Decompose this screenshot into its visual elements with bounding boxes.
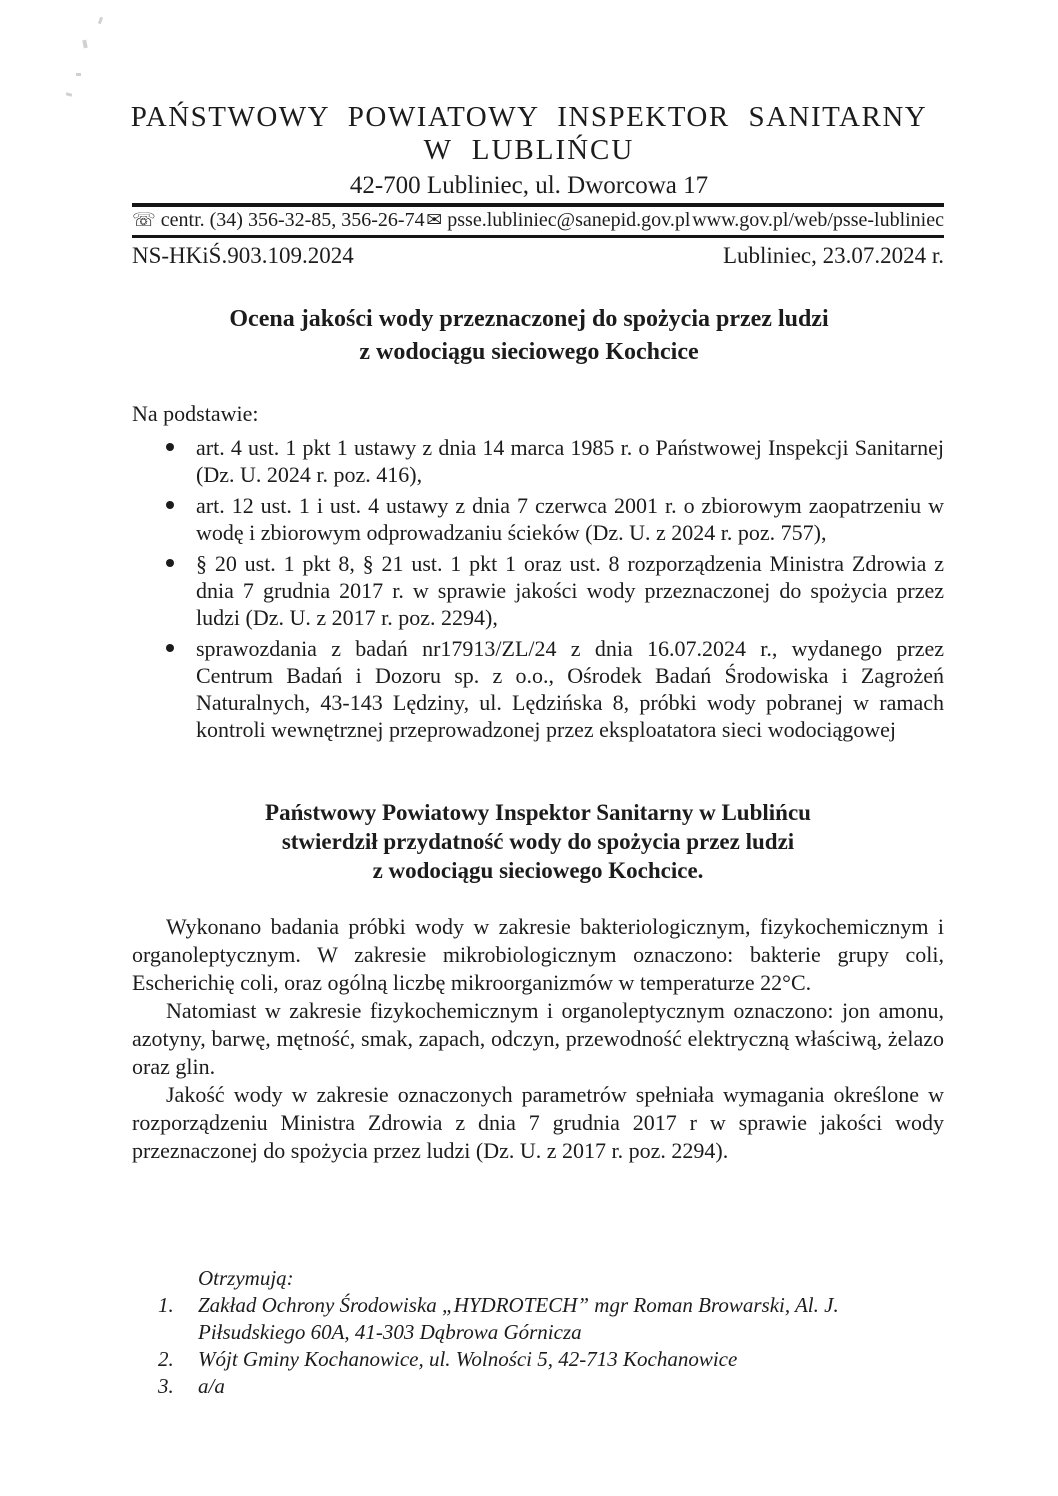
website-group	[692, 209, 944, 231]
email-icon: ✉	[426, 209, 443, 231]
place-and-date: Lubliniec, 23.07.2024 r.	[722, 243, 944, 268]
legal-basis-item: sprawozdania z badań nr17913/ZL/24 z dnia 16.07.2024 r., wydanego przez Centrum Badań i Dozoru sp. z o.o., Ośrodek Badań Środowiska i Zagrożeń Naturalnych, 43-143 Lędziny, ul. Lędzińska 8, próbki wody pobranej w ramach kontroli wewnętrznej przeprowadzonej przez eksploatatora sieci wodociągowej	[132, 635, 944, 743]
distribution-label: Otrzymują:	[198, 1266, 294, 1290]
decision-statement	[132, 798, 944, 885]
document-title	[0, 303, 1058, 369]
decision-statement-line1: Państwowy Powiatowy Inspektor Sanitarny w Lublińcu	[265, 800, 811, 825]
reference-number: NS-HKiŚ.903.109.2024	[132, 243, 354, 268]
scan-artifact	[76, 73, 81, 76]
distribution-item	[132, 1373, 944, 1400]
decision-statement-line3: z wodociągu sieciowego Kochcice.	[372, 858, 704, 883]
reference-row	[132, 238, 944, 270]
decision-statement-line2: stwierdził przydatność wody do spożycia przez ludzi	[281, 829, 795, 854]
letterhead-org-name-line2: W LUBLIŃCU	[423, 134, 635, 166]
letterhead-address: 42-700 Lubliniec, ul. Dworcowa 17	[349, 172, 709, 199]
phone-icon: ☏	[132, 209, 156, 231]
phone-numbers: centr. (34) 356-32-85, 356-26-74	[160, 209, 425, 231]
body-paragraph: Jakość wody w zakresie oznaczonych parametrów spełniała wymagania określone w rozporządzeniu Ministra Zdrowia z dnia 7 grudnia 2017 r w sprawie jakości wody przeznaczonej do spożycia przez ludzi (Dz. U. z 2017 r. poz. 2294).	[132, 1082, 944, 1163]
body-paragraph: Wykonano badania próbki wody w zakresie bakteriologicznym, fizykochemicznym i organoleptycznym. W zakresie mikrobiologicznym oznaczono: bakterie grupy coli, Escherichię coli, oraz ogólną liczbę mikroorganizmów w temperaturze 22°C.	[132, 914, 944, 995]
distribution-item	[132, 1292, 944, 1346]
document-title-line2: z wodociągu sieciowego Kochcice	[359, 339, 699, 365]
body-paragraph: Natomiast w zakresie fizykochemicznym i organoleptycznym oznaczono: jon amonu, azotyny, barwę, mętność, smak, zapach, odczyn, przewodność elektryczną właściwą, żelazo oraz glin.	[132, 998, 944, 1079]
document-title-line1: Ocena jakości wody przeznaczonej do spożycia przez ludzi	[229, 306, 829, 332]
legal-basis-intro: Na podstawie:	[132, 401, 259, 426]
legal-basis-item: art. 4 ust. 1 pkt 1 ustawy z dnia 14 marca 1985 r. o Państwowej Inspekcji Sanitarnej (Dz. U. 2024 r. poz. 416),	[132, 434, 944, 488]
contact-row	[132, 207, 944, 233]
body-text	[132, 913, 944, 1165]
distribution-item-text: Wójt Gminy Kochanowice, ul. Wolności 5, 42-713 Kochanowice	[198, 1347, 738, 1371]
email-group	[426, 209, 690, 231]
distribution-item-number: 1.	[158, 1293, 174, 1317]
legal-basis-list	[132, 434, 944, 743]
distribution-item-text: a/a	[198, 1374, 225, 1398]
distribution-item-number: 3.	[158, 1374, 174, 1398]
distribution-item-number: 2.	[158, 1347, 174, 1371]
legal-basis-item: art. 12 ust. 1 i ust. 4 ustawy z dnia 7 czerwca 2001 r. o zbiorowym zaopatrzeniu w wodę i zbiorowym odprowadzaniu ścieków (Dz. U. z 2024 r. poz. 757),	[132, 492, 944, 546]
distribution-item-text: Zakład Ochrony Środowiska „HYDROTECH” mgr Roman Browarski, Al. J. Piłsudskiego 60A, 41-303 Dąbrowa Górnicza	[198, 1293, 839, 1344]
distribution-item	[132, 1346, 944, 1373]
letterhead-org-name-line1: PAŃSTWOWY POWIATOWY INSPEKTOR SANITARNY	[130, 101, 928, 133]
letterhead-contact-block	[132, 203, 944, 270]
distribution-list	[132, 1265, 944, 1400]
email-address: psse.lubliniec@sanepid.gov.pl	[447, 209, 691, 231]
phone-group	[132, 209, 425, 231]
legal-basis-item: § 20 ust. 1 pkt 8, § 21 ust. 1 pkt 1 oraz ust. 8 rozporządzenia Ministra Zdrowia z dnia 7 grudnia 2017 r. w sprawie jakości wody przeznaczonej do spożycia przez ludzi (Dz. U. z 2017 r. poz. 2294),	[132, 550, 944, 631]
website-url: www.gov.pl/web/psse-lubliniec	[692, 209, 944, 231]
